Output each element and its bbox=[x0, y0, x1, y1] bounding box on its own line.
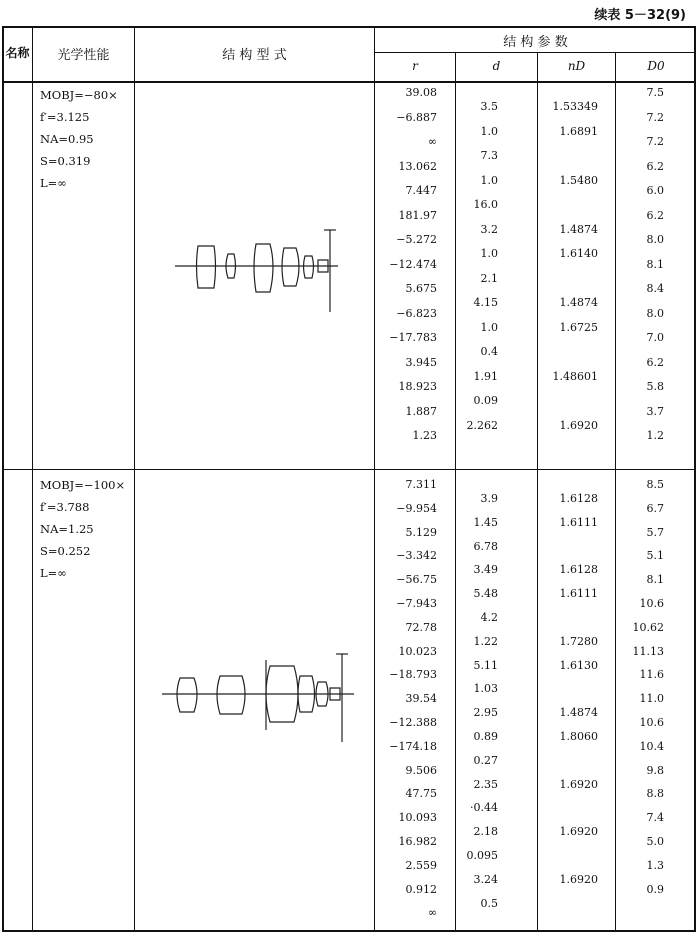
magnification: MOBJ=−80× bbox=[40, 88, 118, 102]
thickness-cell: 2.1 bbox=[480, 271, 498, 285]
working-distance: S=0.252 bbox=[40, 544, 91, 558]
radius-cell: 3.945 bbox=[405, 355, 437, 369]
thickness-cell: 1.0 bbox=[480, 320, 498, 334]
radius-cell: 7.311 bbox=[405, 478, 437, 491]
diameter-cell: 5.0 bbox=[646, 835, 664, 848]
header-d0: D0 bbox=[647, 59, 665, 73]
index-cell: 1.6920 bbox=[559, 418, 598, 432]
thickness-cell: 3.9 bbox=[480, 492, 498, 505]
index-cell: 1.6111 bbox=[559, 515, 598, 529]
optical-props-1 bbox=[40, 84, 118, 194]
diameter-cell: 10.4 bbox=[639, 739, 664, 753]
thickness-cell: 4.2 bbox=[480, 611, 498, 624]
focal-length: f′=3.125 bbox=[40, 110, 90, 124]
radius-cell: −9.954 bbox=[396, 501, 437, 515]
index-cell: 1.7280 bbox=[559, 634, 598, 648]
thickness-cell: 0.095 bbox=[466, 849, 498, 862]
continuation-label: 续表 5－32(9) bbox=[594, 8, 686, 23]
index-cell: 1.6891 bbox=[559, 124, 598, 138]
diameter-cell: 7.2 bbox=[646, 135, 664, 148]
thickness-cell: 5.48 bbox=[473, 587, 498, 601]
index-cell: 1.8060 bbox=[559, 730, 598, 743]
thickness-cell: 7.3 bbox=[480, 149, 498, 162]
thickness-cell: 1.0 bbox=[480, 173, 498, 187]
diameter-cell: 6.2 bbox=[646, 355, 664, 369]
diameter-cell: 6.0 bbox=[646, 184, 664, 197]
index-cell: 1.5480 bbox=[559, 173, 598, 187]
diameter-cell: 7.4 bbox=[646, 811, 664, 825]
radius-cell: −174.18 bbox=[389, 739, 437, 753]
diameter-cell: 8.8 bbox=[646, 787, 664, 801]
thickness-cell: 1.91 bbox=[473, 369, 498, 383]
radius-cell: 10.023 bbox=[398, 644, 437, 658]
radius-cell: 0.912 bbox=[405, 882, 437, 896]
diameter-cell: 7.0 bbox=[646, 331, 664, 344]
radius-cell: −7.943 bbox=[396, 597, 437, 610]
radius-cell: −5.272 bbox=[396, 233, 437, 246]
working-distance: S=0.319 bbox=[40, 154, 91, 168]
thickness-cell: 3.24 bbox=[473, 872, 498, 886]
tube-length: L=∞ bbox=[40, 566, 67, 580]
diameter-cell: 6.2 bbox=[646, 159, 664, 173]
index-cell: 1.6920 bbox=[559, 872, 598, 886]
diameter-cell: 8.4 bbox=[646, 282, 664, 295]
diameter-cell: 5.1 bbox=[646, 549, 664, 563]
thickness-cell: 2.95 bbox=[473, 706, 498, 720]
diameter-cell: 8.1 bbox=[646, 573, 664, 587]
thickness-cell: 1.03 bbox=[473, 682, 498, 696]
thickness-cell: 16.0 bbox=[473, 198, 498, 211]
diameter-cell: 6.7 bbox=[646, 501, 664, 515]
diameter-cell: 0.9 bbox=[646, 882, 664, 896]
index-cell: 1.48601 bbox=[552, 369, 598, 383]
tube-length: L=∞ bbox=[40, 176, 67, 190]
thickness-cell: 0.4 bbox=[480, 345, 498, 358]
radius-cell: 1.23 bbox=[412, 429, 437, 442]
thickness-cell: 1.22 bbox=[473, 634, 498, 648]
thickness-cell: 3.5 bbox=[480, 100, 498, 113]
thickness-cell: 0.27 bbox=[473, 753, 498, 767]
index-cell: 1.6111 bbox=[559, 587, 598, 601]
index-cell: 1.6725 bbox=[559, 320, 598, 334]
index-cell: 1.6920 bbox=[559, 777, 598, 791]
index-cell: 1.6130 bbox=[559, 658, 598, 672]
radius-cell: −12.474 bbox=[389, 257, 437, 271]
diameter-cell: 8.1 bbox=[646, 257, 664, 271]
radius-cell: −17.783 bbox=[389, 331, 437, 344]
header-optical: 光学性能 bbox=[57, 48, 110, 63]
header-structure-form: 结 构 型 式 bbox=[222, 48, 287, 63]
diameter-cell: 9.8 bbox=[646, 763, 664, 777]
diameter-cell: 5.7 bbox=[646, 525, 664, 539]
diameter-cell: 8.5 bbox=[646, 478, 664, 491]
diameter-cell: 1.3 bbox=[646, 858, 664, 872]
diameter-cell: 3.7 bbox=[646, 404, 664, 418]
lens-diagram-1 bbox=[170, 222, 345, 317]
diameter-cell: 11.13 bbox=[632, 644, 664, 658]
header-r: r bbox=[412, 59, 418, 73]
radius-cell: −6.887 bbox=[396, 110, 437, 124]
diameter-cell: 11.0 bbox=[639, 692, 664, 706]
radius-cell: 18.923 bbox=[398, 380, 437, 393]
radius-cell: −12.388 bbox=[389, 716, 437, 729]
radius-cell: −56.75 bbox=[396, 573, 437, 587]
radius-cell: −3.342 bbox=[396, 549, 437, 563]
header-d: d bbox=[492, 59, 501, 73]
diameter-cell: 8.0 bbox=[646, 306, 664, 320]
radius-cell: 39.54 bbox=[405, 692, 437, 706]
diameter-cell: 10.6 bbox=[639, 716, 664, 729]
radius-cell: 5.129 bbox=[405, 525, 437, 539]
diameter-cell: 6.2 bbox=[646, 208, 664, 222]
radius-cell: 39.08 bbox=[405, 86, 437, 99]
thickness-cell: 1.0 bbox=[480, 124, 498, 138]
index-cell: 1.6920 bbox=[559, 825, 598, 839]
numerical-aperture: NA=1.25 bbox=[40, 522, 94, 536]
radius-cell: 10.093 bbox=[398, 811, 437, 825]
radius-cell: 2.559 bbox=[405, 858, 437, 872]
thickness-cell: 2.262 bbox=[466, 418, 498, 432]
diameter-cell: 8.0 bbox=[646, 233, 664, 246]
thickness-cell: 3.2 bbox=[480, 222, 498, 236]
diameter-cell: 5.8 bbox=[646, 380, 664, 393]
diameter-cell: 7.2 bbox=[646, 110, 664, 124]
radius-cell: 72.78 bbox=[405, 620, 437, 634]
header-name: 名称 bbox=[5, 46, 30, 60]
thickness-cell: 2.18 bbox=[473, 825, 498, 839]
radius-cell: 47.75 bbox=[405, 787, 437, 801]
diameter-cell: 7.5 bbox=[646, 86, 664, 99]
focal-length: f′=3.788 bbox=[40, 500, 90, 514]
lens-table bbox=[2, 26, 696, 931]
radius-cell: 13.062 bbox=[398, 159, 437, 173]
radius-cell: ∞ bbox=[427, 135, 437, 148]
thickness-cell: 0.5 bbox=[480, 896, 498, 910]
diameter-cell: 10.62 bbox=[632, 620, 664, 634]
optical-props-2 bbox=[40, 474, 125, 584]
thickness-cell: 1.45 bbox=[473, 515, 498, 529]
thickness-cell: 4.15 bbox=[473, 296, 498, 309]
thickness-cell: ·0.44 bbox=[470, 801, 498, 815]
radius-cell: 9.506 bbox=[405, 763, 437, 777]
radius-cell: 5.675 bbox=[405, 282, 437, 295]
diameter-cell: 1.2 bbox=[646, 429, 664, 442]
diameter-cell: 10.6 bbox=[639, 597, 664, 610]
radius-cell: ∞ bbox=[427, 906, 437, 920]
thickness-cell: 2.35 bbox=[473, 777, 498, 791]
index-cell: 1.6128 bbox=[559, 563, 598, 577]
index-cell: 1.4874 bbox=[559, 222, 598, 236]
radius-cell: −18.793 bbox=[389, 668, 437, 682]
numerical-aperture: NA=0.95 bbox=[40, 132, 94, 146]
radius-cell: 7.447 bbox=[405, 184, 437, 197]
index-cell: 1.6140 bbox=[559, 247, 598, 260]
thickness-cell: 3.49 bbox=[473, 563, 498, 577]
lens-diagram-2 bbox=[162, 650, 357, 746]
header-nd: nD bbox=[567, 59, 586, 73]
radius-cell: 181.97 bbox=[398, 208, 437, 222]
radius-cell: 16.982 bbox=[398, 835, 437, 848]
index-cell: 1.4874 bbox=[559, 706, 598, 720]
radius-cell: 1.887 bbox=[405, 404, 437, 418]
diameter-cell: 11.6 bbox=[639, 668, 664, 682]
index-cell: 1.53349 bbox=[552, 100, 598, 113]
thickness-cell: 5.11 bbox=[473, 658, 498, 672]
magnification: MOBJ=−100× bbox=[40, 478, 126, 492]
thickness-cell: 6.78 bbox=[473, 539, 498, 553]
thickness-cell: 1.0 bbox=[480, 247, 498, 260]
index-cell: 1.4874 bbox=[559, 296, 598, 309]
index-cell: 1.6128 bbox=[559, 492, 598, 505]
thickness-cell: 0.09 bbox=[473, 394, 498, 407]
header-params: 结 构 参 数 bbox=[503, 35, 568, 50]
thickness-cell: 0.89 bbox=[473, 730, 498, 743]
radius-cell: −6.823 bbox=[396, 306, 437, 320]
